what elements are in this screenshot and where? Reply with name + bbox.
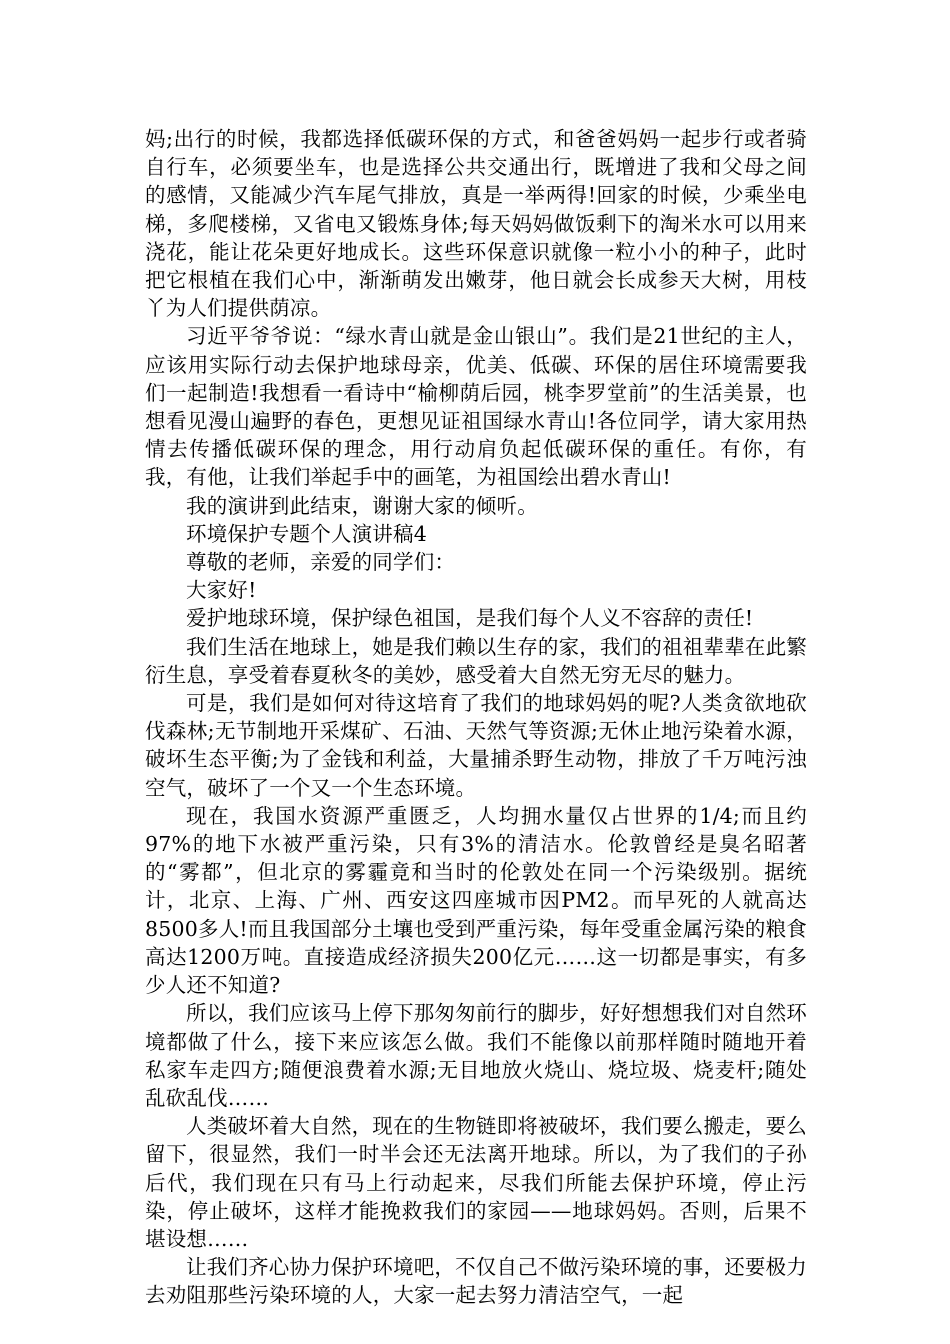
section-title: 环境保护专题个人演讲稿4: [186, 521, 427, 546]
paragraph-1: 妈;出行的时候，我都选择低碳环保的方式，和爸爸妈妈一起步行或者骑自行车，必须要坐车，也是选择公共交通出行，既增进了我和父母之间的感情，又能减少汽车尾气排放，真是一举两得!回家的时候，少乘坐电梯，多爬楼梯，又省电又锻炼身体;每天妈妈做饭剩下的淘米水可以用来浇花，能让花朵更好地成长。这些环保意识就像一粒小小的种子，此时把它根植在我们心中，渐渐萌发出嫩芽，他日就会长成参天大树，用枝丫为人们提供荫凉。: [145, 127, 807, 321]
paragraph-12: 人类破坏着大自然，现在的生物链即将被破坏，我们要么搬走，要么留下，很显然，我们一时半会还无法离开地球。所以，为了我们的子孙后代，我们现在只有马上行动起来，尽我们所能去保护环境，停止污染，停止破坏，这样才能挽救我们的家园——地球妈妈。否则，后果不堪设想……: [145, 1114, 807, 1251]
paragraph-10: 现在，我国水资源严重匮乏，人均拥水量仅占世界的1/4;而且约97%的地下水被严重污染，只有3%的清洁水。伦敦曾经是臭名昭著的“雾都”，但北京的雾霾竟和当时的伦敦处在同一个污染级别。据统计，北京、上海、广州、西安这四座城市因PM2。而早死的人就高达8500多人!而且我国部分土壤也受到严重污染，每年受重金属污染的粮食高达1200万吨。直接造成经济损失200亿元……这一切都是事实，有多少人还不知道?: [145, 803, 807, 998]
paragraph-3: 我的演讲到此结束，谢谢大家的倾听。: [186, 493, 538, 518]
paragraph-2: 习近平爷爷说：“绿水青山就是金山银山”。我们是21世纪的主人，应该用实际行动去保护地球母亲，优美、低碳、环保的居住环境需要我们一起制造!我想看一看诗中“榆柳荫后园，桃李罗堂前”的生活美景，也想看见漫山遍野的春色，更想见证祖国绿水青山!各位同学，请大家用热情去传播低碳环保的理念，用行动肩负起低碳环保的重任。有你，有我，有他，让我们举起手中的画笔，为祖国绘出碧水青山!: [145, 324, 807, 490]
paragraph-13: 让我们齐心协力保护环境吧，不仅自己不做污染环境的事，还要极力去劝阻那些污染环境的人，大家一起去努力清洁空气，一起: [145, 1255, 807, 1308]
paragraph-11: 所以，我们应该马上停下那匆匆前行的脚步，好好想想我们对自然环境都做了什么，接下来应该怎么做。我们不能像以前那样随时随地开着私家车走四方;随便浪费着水源;无目地放火烧山、烧垃圾、烧麦杆;随处乱砍乱伐……: [145, 1001, 807, 1110]
document-body: [145, 125, 807, 1310]
paragraph-9: 可是，我们是如何对待这培育了我们的地球妈妈的呢?人类贪欲地砍伐森林;无节制地开采煤矿、石油、天然气等资源;无休止地污染着水源，破坏生态平衡;为了金钱和利益，大量捕杀野生动物，排放了千万吨污浊空气，破坏了一个又一个生态环境。: [145, 691, 807, 800]
greeting: 大家好!: [186, 578, 257, 603]
paragraph-7: 爱护地球环境，保护绿色祖国，是我们每个人义不容辞的责任!: [186, 606, 754, 631]
salutation: 尊敬的老师，亲爱的同学们：: [186, 550, 456, 575]
paragraph-8: 我们生活在地球上，她是我们赖以生存的家，我们的祖祖辈辈在此繁衍生息，享受着春夏秋冬的美妙，感受着大自然无穷无尽的魅力。: [145, 634, 807, 687]
